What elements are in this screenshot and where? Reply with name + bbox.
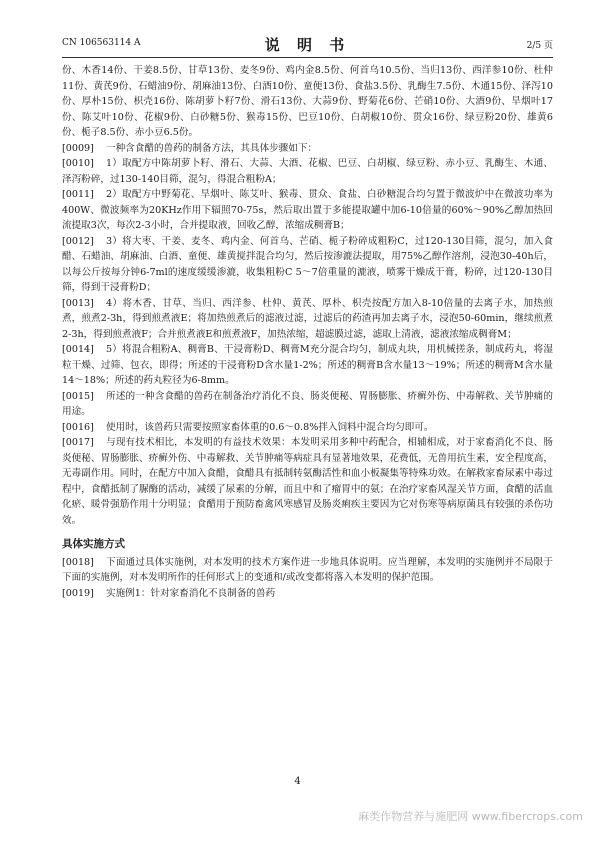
page-number: 4 — [294, 776, 301, 787]
header-rule — [62, 57, 553, 58]
paragraph — [62, 435, 553, 528]
paragraph-number: [0009] — [62, 142, 94, 154]
paragraph-text: 3）将大枣、干姜、麦冬、鸡内金、何首乌、芒硝、栀子粉碎成粗粉C，过120-130目筛，混匀，加入食醋、石蜡油、胡麻油、白酒、童便、雄黄搅拌混合均匀，然后按渗漉法提取，用75%乙醇作溶剂，浸泡30-40h后，以每公斤按每分钟6-7ml的速度缓缓渗漉，收集粗粉C 5～7倍重量的漉液，喷雾干燥成干膏，粉碎，过120-130目筛，得到干浸膏粉D； — [62, 235, 553, 293]
paragraph-text: 4）将木香、甘草、当归、西洋参、杜仲、黄芪、厚朴、枳壳按配方加入8-10倍量的去离子水，加热煎煮，煎煮2-3h，得到煎煮液E；将加热煎煮后的滤液过滤，过滤后的药渣再加去离子水，浸泡50-60min，继续煎煮2-3h，得到煎煮液F；合并煎煮液E和煎煮液F，加热浓缩，超滤膜过滤，滤取上清液，滤液浓缩成稠膏M； — [62, 297, 553, 340]
paragraph-text: 下面通过具体实施例，对本发明的技术方案作进一步地具体说明。应当理解，本发明的实施例并不局限于下面的实施例，对本发明所作的任何形式上的变通和/或改变都将落入本发明的保护范围。 — [62, 556, 553, 583]
paragraph-number: [0014] — [62, 344, 94, 355]
paragraph-number: [0011] — [62, 189, 94, 200]
paragraph-number: [0013] — [62, 297, 94, 309]
paragraph-number: [0018] — [62, 556, 94, 568]
paragraph-text: 所述的一种含食醋的兽药在制备治疗消化不良、肠炎便秘、胃肠膨胀、疥癣外伤、中毒解救、关节肿痛的用途。 — [62, 390, 553, 417]
watermark: 麻类作物营养与施肥网 www.fibercrops.com — [358, 810, 583, 823]
document-body — [62, 63, 553, 601]
paragraph-number: [0016] — [62, 421, 94, 433]
section-title: 具体实施方式 — [62, 538, 125, 550]
paragraph — [62, 141, 553, 157]
paragraph-list — [62, 141, 553, 529]
paragraph — [62, 342, 553, 389]
paragraph-text: 5）将混合粗粉A、稠膏B、干浸膏粉D、稠膏M充分混合均匀，制成丸块，用机械搓条，制成药丸，将湿粒干燥、过筛、包衣，即得；所述的干浸膏粉D含水量1-2%；所述的稠膏B含水量13～19%；所述的稠膏M含水量14～18%；所述的药丸粒径为6-8mm。 — [62, 344, 553, 386]
intro-text: 份、木香14份、干姜8.5份、甘草13份、麦冬9份、鸡内金8.5份、何首乌10.5份、当归13份、西洋参10份、杜仲11份、黄芪9份、石蜡油9份、胡麻油13份、白酒10份、童便13份、食盐3.5份、乳酶生7.5份、木通15份、泽泻10份、厚朴15份、枳壳16份、陈胡萝卜籽7份、滑石13份、大蒜9份、野菊花6份、芒硝10份、大酒9份、旱烟叶17份、陈艾叶10份、花椒9份、白砂糖5份、猴毒15份、巴豆10份、白胡椒10份、贯众16份、绿豆粉20份、雄黄6份、栀子8.5份、赤小豆6.5份。 — [62, 65, 553, 138]
page-header — [62, 34, 553, 58]
paragraph — [62, 389, 553, 420]
document-title: 说 明 书 — [264, 36, 351, 54]
paragraph — [62, 187, 553, 234]
paragraph — [62, 555, 553, 586]
paragraph — [62, 156, 553, 187]
patent-number: CN 106563114 A — [62, 38, 141, 48]
paragraph — [62, 586, 553, 602]
paragraph — [62, 234, 553, 296]
paragraph-text: 2）取配方中野菊花、旱烟叶、陈艾叶、猴毒、贯众、食盐、白砂糖混合均匀置于微波炉中在微波功率为400W、微波频率为20KHz作用下辐照70-75s，然后取出置于多能提取罐中加6-10倍量的60%～90%乙醇加热回流提取3次，每次2-3小时，合并提取液，回收乙醇，浓缩成稠膏B； — [62, 189, 553, 231]
paragraph-number: [0010] — [62, 158, 94, 169]
paragraph-text: 一种含食醋的兽药的制备方法，其具体步骤如下： — [106, 142, 318, 154]
paragraph-number: [0017] — [62, 437, 94, 448]
paragraph-number: [0012] — [62, 235, 94, 247]
paragraph-text: 1）取配方中陈胡萝卜籽、滑石、大蒜、大酒、花椒、巴豆、白胡椒、绿豆粉、赤小豆、乳酶生、木通、泽泻粉碎，过130-140目筛，混匀，得混合粗粉A； — [62, 158, 553, 185]
paragraph-list-2 — [62, 555, 553, 602]
paragraph-text: 与现有技术相比，本发明的有益技术效果：本发明采用多种中药配合，相辅相成，对于家畜消化不良、肠炎便秘、胃肠膨胀、疥癣外伤、中毒解救、关节肿痛等病症具有显著地效果，花费低，无兽用抗生素，安全程度高，无毒副作用。同时，在配方中加入食醋，食醋具有抵制转氨酶活性和血小板凝集等特殊功效。在解救家畜尿素中毒过程中，食醋抵制了脲酶的活动，减缓了尿素的分解，而且中和了瘤胃中的氨；在治疗家畜风湿关节方面，食醋的活血化瘀、暖骨强筋作用十分明显；食醋用于预防畜禽风寒感冒及肠炎痢疾主要因为它对伤寒等病原菌具有较强的杀伤功效。 — [62, 437, 553, 526]
paragraph-number: [0019] — [62, 587, 94, 599]
paragraph-text: 实施例1：针对家畜消化不良制备的兽药 — [106, 587, 276, 599]
page-count: 2/5 页 — [526, 41, 553, 51]
paragraph-text: 使用时，该兽药只需要按照家畜体重的0.6～0.8%拌入饲料中混合均匀即可。 — [106, 421, 434, 433]
paragraph-number: [0015] — [62, 390, 94, 402]
paragraph — [62, 420, 553, 436]
paragraph — [62, 296, 553, 343]
